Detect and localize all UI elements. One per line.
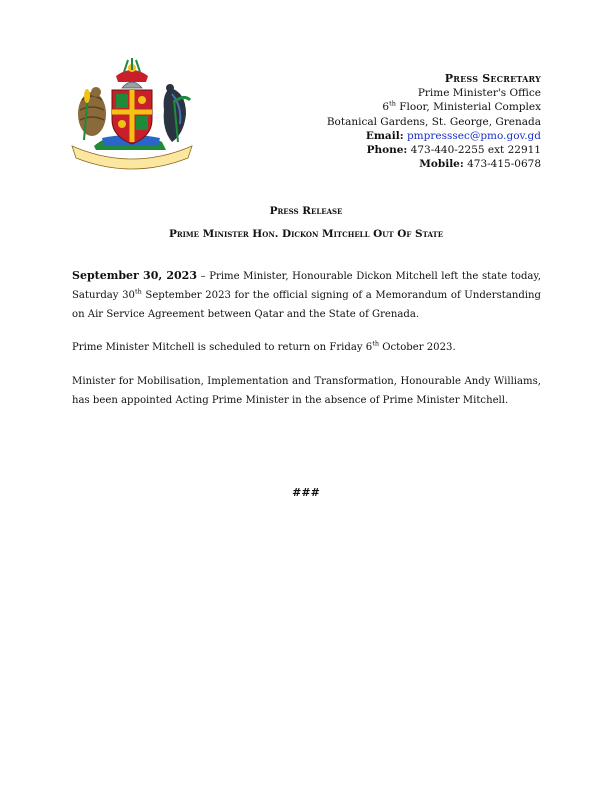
p1-text-a: – Prime Minister, Honourable Dickon Mitchell left the state today, Saturday 30 bbox=[72, 271, 541, 302]
phone-label: Phone: bbox=[366, 144, 408, 157]
p2-text-a: Prime Minister Mitchell is scheduled to return on Friday 6 bbox=[72, 342, 373, 353]
email-link[interactable]: pmpresssec@pmo.gov.gd bbox=[406, 129, 541, 142]
office-floor bbox=[327, 100, 541, 114]
press-secretary-title: Press Secretary bbox=[444, 72, 541, 85]
paragraph-2 bbox=[72, 338, 541, 357]
coat-of-arms-icon bbox=[66, 54, 198, 170]
mobile-line bbox=[327, 157, 541, 171]
phone-number: 473-440-2255 ext 22911 bbox=[410, 144, 541, 157]
mobile-number: 473-415-0678 bbox=[467, 158, 541, 171]
dateline: September 30, 2023 bbox=[72, 269, 197, 282]
paragraph-3: Minister for Mobilisation, Implementation and Transformation, Honourable Andy Williams, has been appointed Acting Prime Minister in the absence of Prime Minister Mitchell. bbox=[72, 376, 541, 407]
mobile-label: Mobile: bbox=[419, 158, 464, 171]
contact-header bbox=[327, 72, 541, 171]
end-mark: ### bbox=[292, 486, 320, 499]
floor-number: 6 bbox=[382, 101, 390, 114]
email-label: Email: bbox=[365, 129, 404, 142]
phone-line bbox=[327, 143, 541, 157]
release-label: Press Release bbox=[269, 205, 343, 217]
email-line bbox=[327, 129, 541, 143]
office-address: Botanical Gardens, St. George, Grenada bbox=[326, 115, 541, 128]
p2-sup: th bbox=[372, 339, 380, 348]
release-headline: Prime Minister Hon. Dickon Mitchell Out Of State bbox=[168, 228, 444, 240]
paragraph-1 bbox=[72, 266, 541, 325]
p1-text-b: September 2023 for the official signing of a Memorandum of Understanding on Air Service Agreement between Qatar and the State of Grenada. bbox=[72, 290, 541, 321]
floor-rest: Floor, Ministerial Complex bbox=[395, 101, 541, 114]
floor-suffix: th bbox=[389, 99, 396, 108]
p2-text-b: October 2023. bbox=[379, 342, 456, 353]
p1-sup: th bbox=[134, 287, 142, 296]
office-name: Prime Minister's Office bbox=[417, 87, 541, 100]
